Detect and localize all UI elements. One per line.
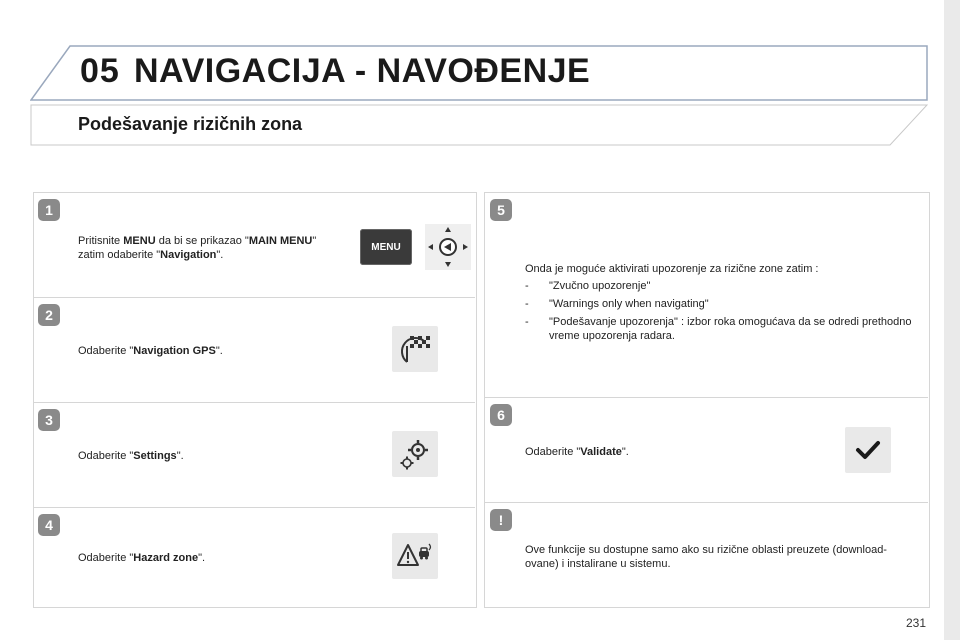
step-divider <box>34 507 475 508</box>
step-5-intro: Onda je moguće aktivirati upozorenje za rizične zone zatim : <box>525 263 819 275</box>
option-warnings-only-navigating: "Warnings only when navigating" <box>549 298 709 310</box>
option-sound-warning: "Zvučno upozorenje" <box>549 280 651 292</box>
settings-gears-icon[interactable] <box>392 431 438 477</box>
menu-button[interactable]: MENU <box>360 229 412 265</box>
step-6-text-part: ". <box>621 446 629 458</box>
step-4-badge: 4 <box>38 514 60 536</box>
side-strip <box>944 0 960 640</box>
step-4-text-part: ". <box>198 552 206 564</box>
section-subtitle: Podešavanje rizičnih zona <box>78 114 303 134</box>
step-4-text <box>78 551 205 565</box>
step-2-text-part: Odaberite " <box>78 345 134 357</box>
step-6-text-part: Odaberite " <box>525 446 581 458</box>
note-text: Ove funkcije su dostupne samo ako su rizične oblasti preuzete (download-ovane) i instalirane u sistemu. <box>525 544 887 570</box>
navigation-gps-icon[interactable] <box>392 326 438 372</box>
step-3-text <box>78 449 184 463</box>
step-1-navigation-term: Navigation <box>160 249 217 261</box>
step-5-badge: 5 <box>490 199 512 221</box>
step-5-options-list <box>525 279 920 343</box>
step-1-text <box>78 234 328 262</box>
list-dash: - <box>525 316 529 328</box>
list-item <box>525 297 920 311</box>
checkmark-icon[interactable] <box>845 427 891 473</box>
list-item <box>525 279 920 293</box>
step-3-badge: 3 <box>38 409 60 431</box>
step-6-validate-term: Validate <box>580 446 622 458</box>
step-divider <box>34 402 475 403</box>
list-item <box>525 315 920 343</box>
step-4-text-part: Odaberite " <box>78 552 134 564</box>
step-1-text-part: ". <box>216 249 224 261</box>
step-3-text-part: ". <box>176 450 184 462</box>
step-6-text <box>525 445 629 459</box>
list-dash: - <box>525 280 529 292</box>
step-1-text-part: Pritisnite <box>78 235 124 247</box>
step-2-navigation-gps-term: Navigation GPS <box>133 345 216 357</box>
step-divider <box>34 297 475 298</box>
step-divider <box>485 397 928 398</box>
step-2-badge: 2 <box>38 304 60 326</box>
step-4-hazard-zone-term: Hazard zone <box>133 552 199 564</box>
page-number: 231 <box>906 616 927 630</box>
step-1-text-part: " zatim odaberite " <box>78 235 317 261</box>
step-1-text-part: da bi se prikazao " <box>155 235 249 247</box>
step-1-main-menu-term: MAIN MENU <box>248 235 313 247</box>
option-warning-settings: "Podešavanje upozorenja" : izbor roka omogućava da se odredi prethodno vreme upozorenja radara. <box>549 316 912 342</box>
step-1-menu-term: MENU <box>123 235 156 247</box>
hazard-zone-icon[interactable] <box>392 533 438 579</box>
step-2-text-part: ". <box>215 345 223 357</box>
step-2-text <box>78 344 223 358</box>
chapter-number: 05 <box>80 52 120 90</box>
step-3-text-part: Odaberite " <box>78 450 134 462</box>
list-dash: - <box>525 298 529 310</box>
note-warning-badge: ! <box>490 509 512 531</box>
chapter-title: NAVIGACIJA - NAVOĐENJE <box>134 52 591 90</box>
step-divider <box>485 502 928 503</box>
step-1-badge: 1 <box>38 199 60 221</box>
navigation-pad-icon[interactable] <box>425 224 471 270</box>
step-3-settings-term: Settings <box>133 450 177 462</box>
step-6-badge: 6 <box>490 404 512 426</box>
